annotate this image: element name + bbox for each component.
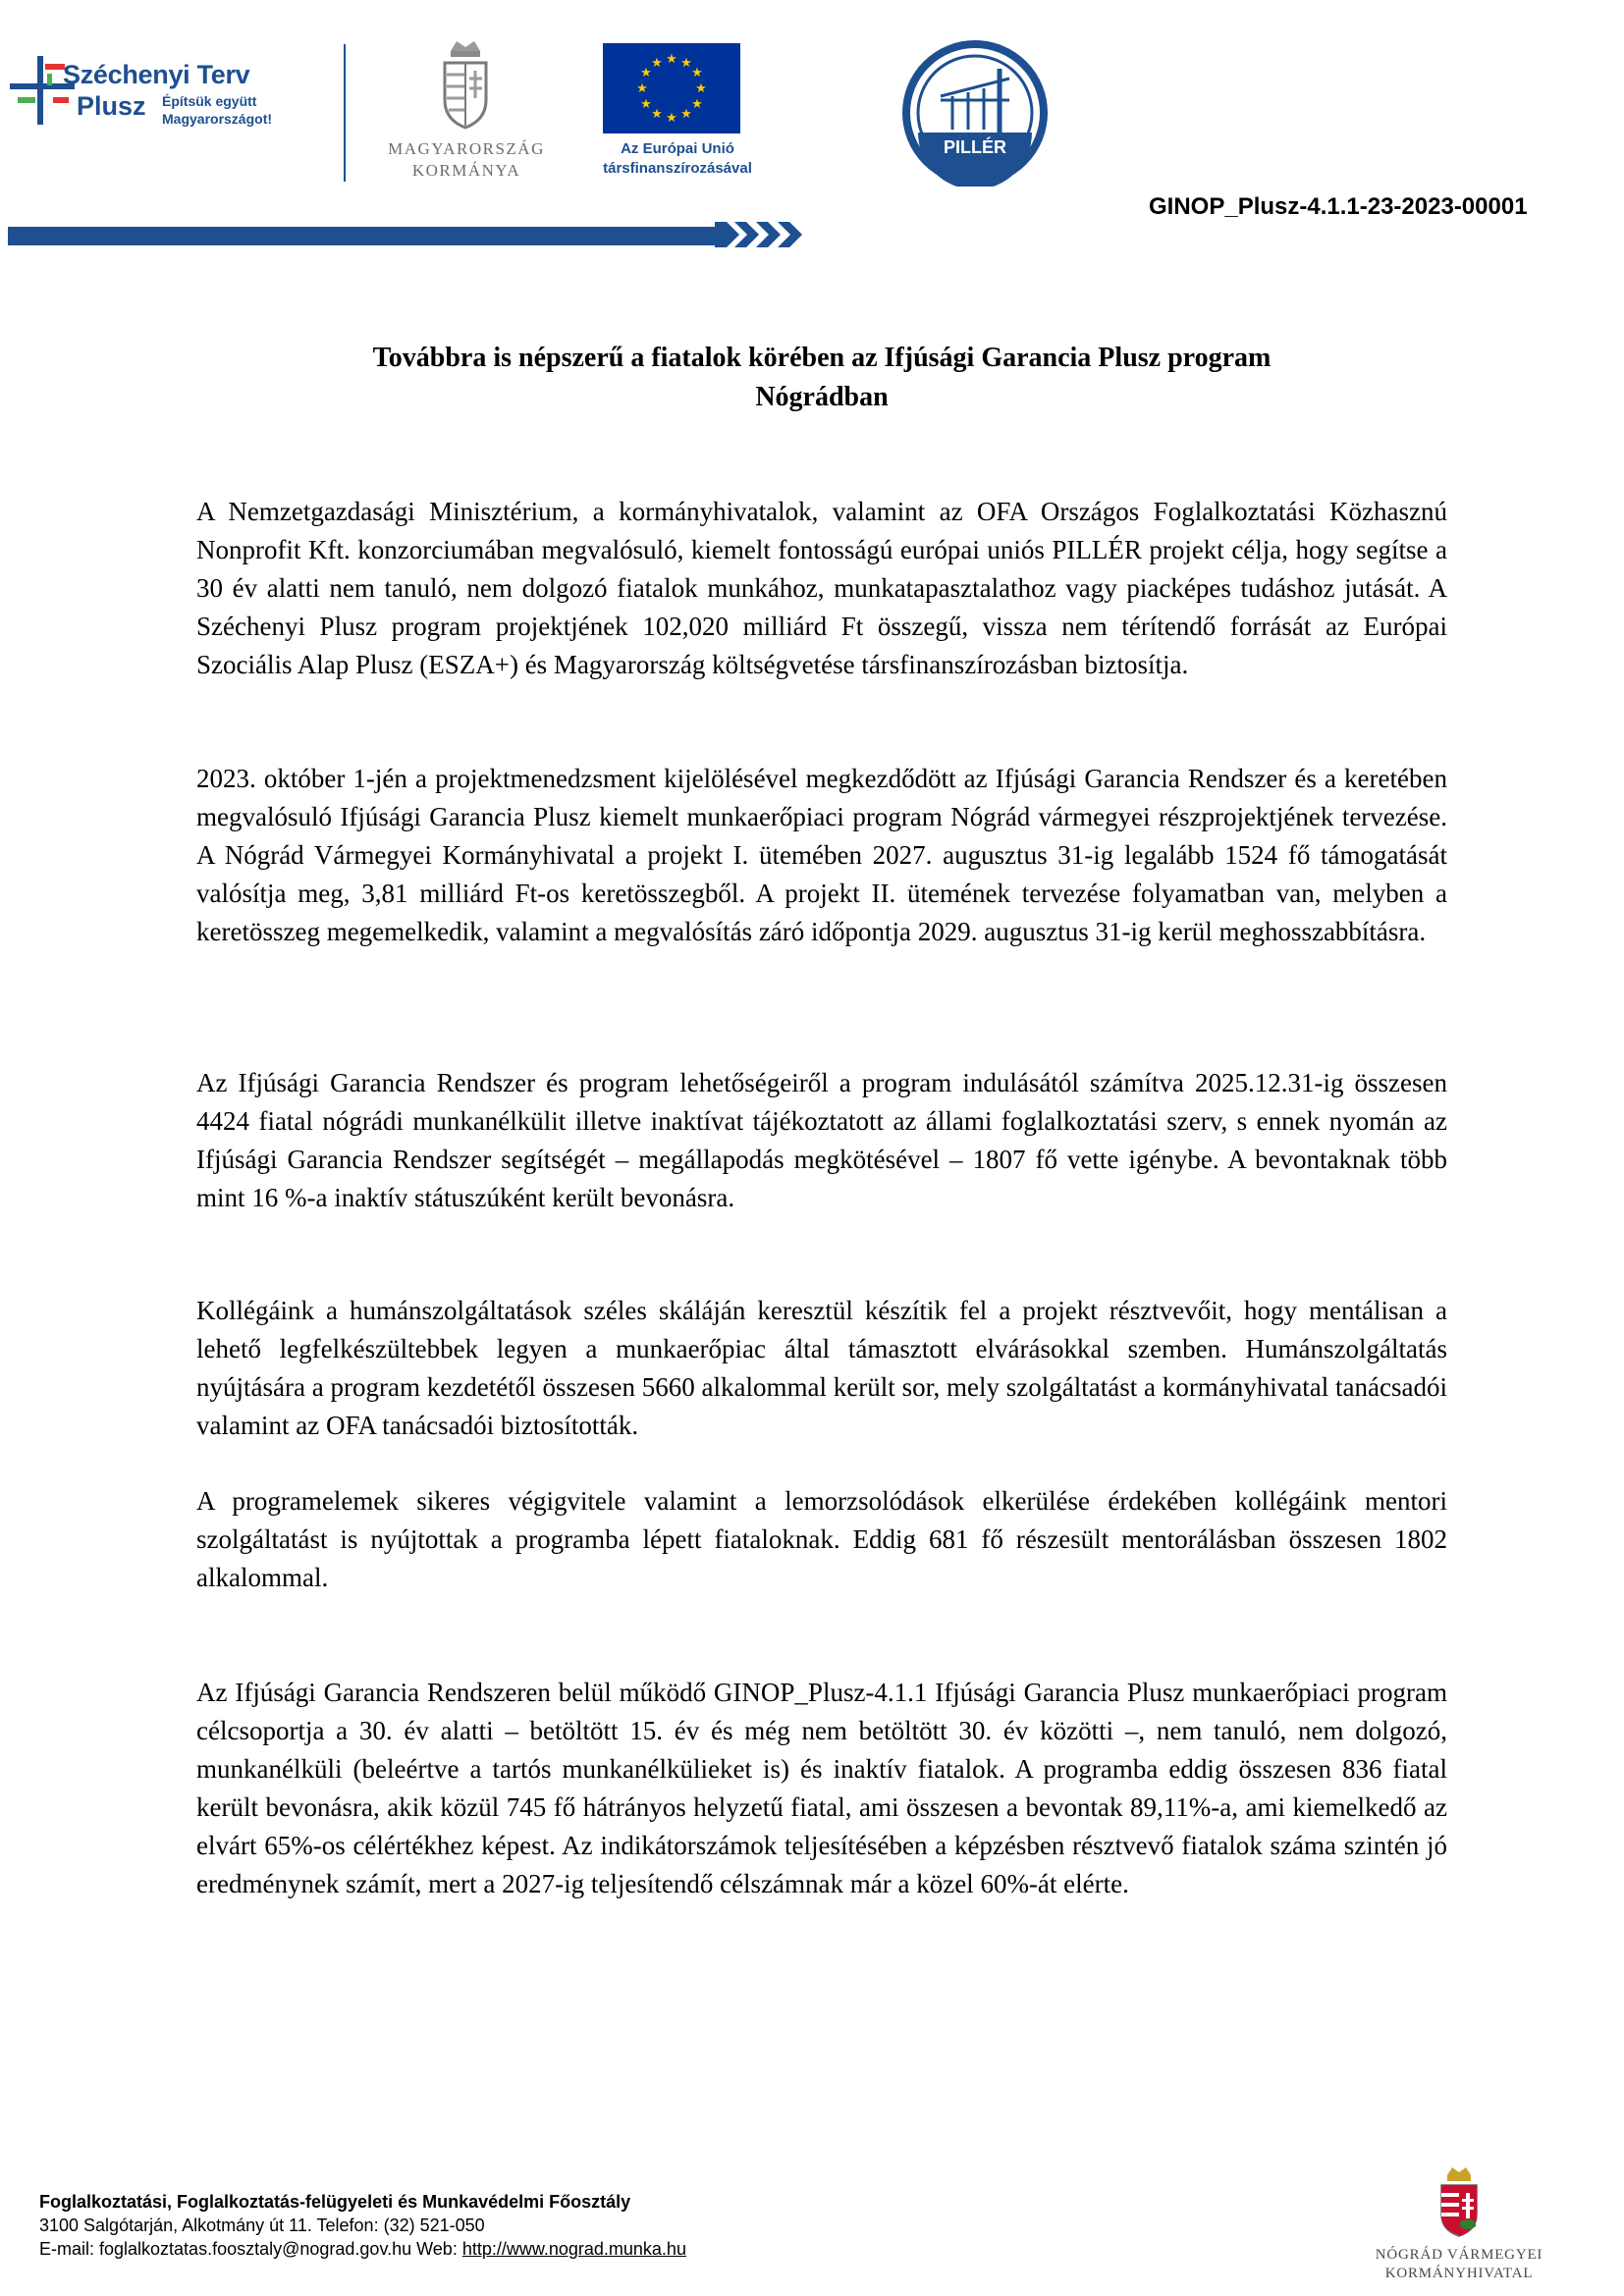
header-divider: [344, 44, 346, 182]
szechenyi-slogan-2: Magyarországot!: [162, 111, 273, 127]
svg-text:★: ★: [691, 97, 703, 112]
svg-text:★: ★: [680, 56, 692, 71]
paragraph-3: Az Ifjúsági Garancia Rendszer és program lehetőségeiről a program indulásától számítva 2025.12.31-ig összesen 4424 fiatal nógrádi munkanélkülit illetve inaktívat tájékoztatott az állami foglalkoztatási szerv, s ennek nyomán az Ifjúsági Garancia Rendszer segítségét – megállapodás megkötésével – 1807 fő vette igénybe. A bevontaknak több mint 16 %-a inaktív státuszúként került bevonásra.: [196, 1068, 1447, 1212]
paragraph-4: Kollégáink a humánszolgáltatások széles skáláján keresztül készítik fel a projekt résztvevőit, hogy mentálisan a lehető legfelkészültebbek legyen a munkaerőpiac által támasztott elvárásokkal szemben. Humánszolgáltatás nyújtására a program kezdetétől összesen 5660 alkalommal került sor, mely szolgáltatást a kormányhivatal tanácsadói valamint az OFA tanácsadói biztosították.: [196, 1296, 1447, 1440]
footer-department: Foglalkoztatási, Foglalkoztatás-felügyeleti és Munkavédelmi Főosztály: [39, 2192, 631, 2212]
paragraph-5: A programelemek sikeres végigvitele valamint a lemorzsolódások elkerülése érdekében kollégáink mentori szolgáltatást is nyújtottak a programba lépett fiataloknak. Eddig 681 fő részesült mentorálásban összesen 1802 alkalommal.: [196, 1486, 1447, 1592]
article-title-line-1: Továbbra is népszerű a fiatalok körében az Ifjúsági Garancia Plusz program: [372, 343, 1272, 373]
svg-text:★: ★: [695, 81, 707, 96]
article: [196, 339, 1447, 417]
government-logo: [378, 39, 555, 187]
piller-label: PILLÉR: [943, 137, 1006, 157]
eu-caption-1: Az Európai Unió: [621, 140, 734, 157]
government-name-1: MAGYARORSZÁG: [388, 139, 545, 158]
svg-text:★: ★: [640, 66, 652, 80]
footer-address: 3100 Salgótarján, Alkotmány út 11. Telefon: (32) 521-050: [39, 2216, 485, 2235]
svg-text:★: ★: [651, 56, 663, 71]
eu-logo: [579, 43, 776, 181]
paragraph-1: A Nemzetgazdasági Minisztérium, a kormányhivatalok, valamint az OFA Országos Foglalkoztatási Közhasznú Nonprofit Kft. konzorciumában megvalósuló, kiemelt fontosságú európai uniós PILLÉR projekt célja, hogy segítse a 30 év alatti nem tanuló, nem dolgozó fiatalok munkához, munkatapasztalathoz vagy piacképes tudáshoz jutását. A Széchenyi Plusz program projektjének 102,020 milliárd Ft összegű, vissza nem térítendő forrását az Európai Szociális Alap Plusz (ESZA+) és Magyarország költségvetése társfinanszírozásban biztosítja.: [196, 497, 1447, 679]
svg-text:★: ★: [666, 52, 677, 67]
hungarian-coat-of-arms-icon: [437, 39, 494, 133]
project-code: GINOP_Plusz-4.1.1-23-2023-00001: [1149, 193, 1528, 220]
svg-text:★: ★: [636, 81, 648, 96]
paragraph-2: 2023. október 1-jén a projektmenedzsment kijelölésével megkezdődött az Ifjúsági Garancia Rendszer és a keretében megvalósuló Ifjúsági Garancia Plusz kiemelt munkaerőpiaci program Nógrád vármegyei részprojektjének tervezése. A Nógrád Vármegyei Kormányhivatal a projekt I. ütemében 2027. augusztus 31-ig legalább 1524 fő támogatását valósítja meg, 3,81 milliárd Ft-os keretösszegből. A projekt II. ütemének tervezése folyamatban van, melyben a keretösszeg megemelkedik, valamint a megvalósítás záró időpontja 2029. augusztus 31-ig kerül meghosszabbításra.: [196, 764, 1447, 946]
county-name-1: NÓGRÁD VÁRMEGYEI: [1375, 2247, 1543, 2263]
county-name-2: KORMÁNYHIVATAL: [1384, 2266, 1534, 2281]
szechenyi-title: Széchenyi Terv: [63, 60, 250, 89]
svg-text:★: ★: [651, 107, 663, 122]
szechenyi-logo: [10, 54, 304, 172]
eu-flag-icon: [603, 43, 740, 133]
eu-caption-2: társfinanszírozásával: [603, 160, 752, 177]
szechenyi-plusz: Plusz: [77, 91, 146, 121]
svg-text:★: ★: [691, 66, 703, 80]
county-coat-of-arms-icon: [1437, 2167, 1481, 2238]
footer-email-line: [39, 2237, 1021, 2261]
header-bar: [8, 227, 715, 245]
szechenyi-slogan-1: Építsük együtt: [162, 93, 257, 109]
svg-text:★: ★: [680, 107, 692, 122]
footer-contact: [39, 2190, 1021, 2261]
footer-web-link[interactable]: http://www.nograd.munka.hu: [461, 2239, 686, 2259]
government-name-2: KORMÁNYA: [411, 161, 521, 180]
piller-logo: [901, 39, 1049, 187]
svg-text:★: ★: [640, 97, 652, 112]
svg-text:★: ★: [666, 111, 677, 126]
chevron-arrows-icon: [715, 222, 833, 247]
piller-emblem-icon: [901, 39, 1049, 187]
article-title-line-2: Nógrádban: [755, 382, 889, 412]
paragraph-6: Az Ifjúsági Garancia Rendszeren belül működő GINOP_Plusz-4.1.1 Ifjúsági Garancia Plusz munkaerőpiaci program célcsoportja a 30. év alatti – betöltött 15. év és még nem betöltött 30. év közötti –, nem tanuló, nem dolgozó, munkanélküli (beleértve a tartós munkanélkülieket is) és inaktív fiatalok. A programba eddig összesen 836 fiatal került bevonásra, akik közül 745 fő hátrányos helyzetű fiatal, ami összesen a bevontak 89,11%-a, ami kiemelkedő az elvárt 65%-os célértékhez képest. Az indikátorszámok teljesítésében a képzésben résztvevő fiatalok száma szintén jó eredménynek számít, mert a 2027-ig teljesítendő célszámnak már a közel 60%-át elérte.: [196, 1678, 1447, 1898]
county-office-logo: [1361, 2167, 1557, 2285]
footer-email: E-mail: foglalkoztatas.foosztaly@nograd.gov.hu Web:: [39, 2239, 462, 2259]
